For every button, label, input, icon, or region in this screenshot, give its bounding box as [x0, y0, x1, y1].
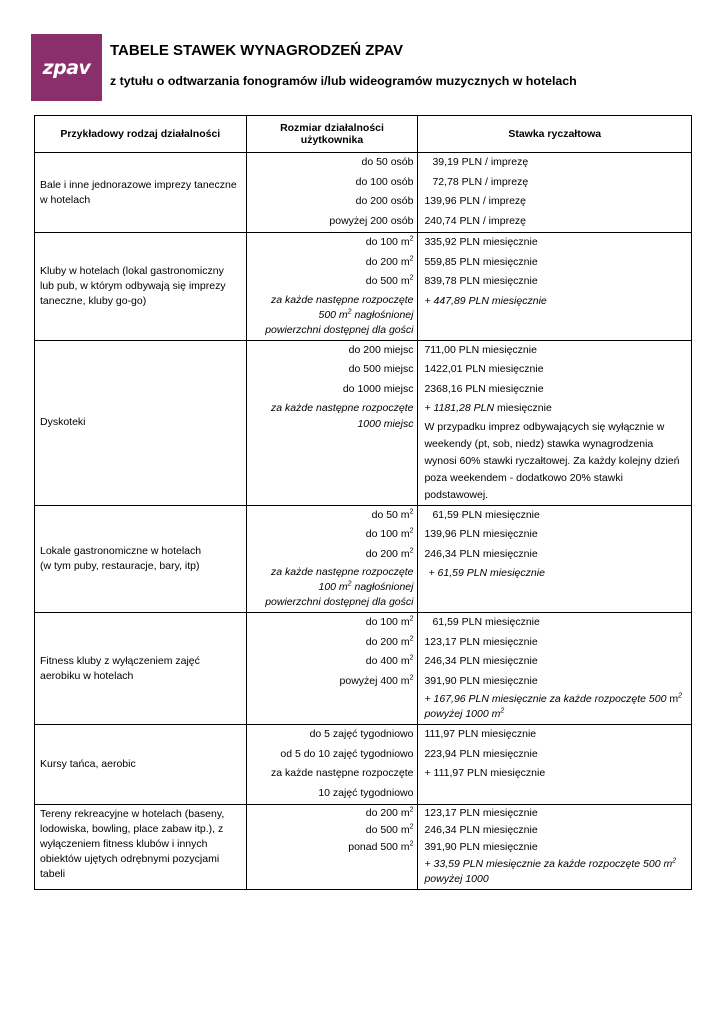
size-value: do 500 $m^2$: [365, 823, 414, 836]
rate-value: 72,78 PLN / imprezę: [432, 175, 529, 188]
activity-cell: Kluby w hotelach (lokal gastronomiczny lub pub, w którym odbywają się imprezy taneczne, kluby go-go): [35, 233, 247, 341]
size-value: do 200 $m^2$: [365, 635, 414, 648]
rate-value: 111,97 PLN miesięcznie: [424, 728, 537, 740]
rate-cell: [418, 340, 692, 505]
size-value: za każde następne rozpoczęte: [271, 767, 414, 779]
size-value: do 400 $m^2$: [365, 654, 414, 667]
weekend-note: W przypadku imprez odbywających się wyłącznie w weekendy (pt, sob, niedz) stawka wynagrodzenia wynosi 60% stawki ryczałtowej. Za każdy kolejny dzień poza weekendem - dodatkowo 20% stawki podstawowej.: [424, 420, 680, 501]
rate-value: 61,59 PLN miesięcznie: [432, 508, 540, 521]
size-value: do 200 $m^2$: [365, 255, 414, 268]
rate-value: + 447,89 PLN miesięcznie: [424, 294, 547, 307]
size-extra: za każde następne rozpoczęte 1000 miejsc: [271, 402, 414, 430]
rate-value: + 111,97 PLN miesięcznie: [424, 767, 546, 779]
rate-value: 711,00 PLN miesięcznie: [424, 343, 537, 356]
size-value: do 500 miejsc: [348, 363, 414, 375]
table-row: [35, 153, 692, 233]
activity-cell: Fitness kluby z wyłączeniem zajęć aerobiku w hotelach: [35, 613, 247, 725]
size-cell: [246, 153, 418, 233]
rate-cell: [418, 233, 692, 341]
size-value: do 100 $m^2$: [365, 615, 414, 628]
size-value: do 5 zajęć tygodniowo: [309, 728, 414, 740]
rate-value: + 1181,28 PLN miesięcznie: [424, 402, 552, 414]
activity-cell: Kursy tańca, aerobic: [35, 725, 247, 805]
rate-value: 559,85 PLN miesięcznie: [424, 255, 538, 268]
activity-cell: Lokale gastronomiczne w hotelach (w tym puby, restauracje, bary, itp): [35, 505, 247, 613]
header-activity: Przykładowy rodzaj działalności: [35, 116, 247, 153]
size-value: do 1000 miejsc: [342, 382, 414, 395]
rate-value: 240,74 PLN / imprezę: [424, 214, 527, 227]
header-size: [246, 116, 418, 153]
rate-value: 2368,16 PLN miesięcznie: [424, 382, 544, 395]
size-value: do 100 $m^2$: [365, 235, 414, 248]
size-cell: [246, 725, 418, 805]
rate-value: 391,90 PLN miesięcznie: [424, 841, 538, 853]
rate-value: + 61,59 PLN miesięcznie: [428, 567, 545, 579]
rate-value: 1422,01 PLN miesięcznie: [424, 363, 544, 375]
rate-extra: + 167,96 PLN miesięcznie za każde rozpoczęte 500 $m^2$ powyżej 1000 $m^2$: [424, 692, 682, 720]
size-value: do 200 osób: [355, 195, 414, 207]
activity-cell: Tereny rekreacyjne w hotelach (baseny, lodowiska, bowling, place zabaw itp.), z wyłączeniem fitness klubów i innych obiektów ujętych odrębnymi pozycjami tabeli: [35, 805, 247, 890]
rates-table: [34, 115, 692, 890]
size-value: ponad 500 $m^2$: [348, 840, 414, 853]
size-value: 10 zajęć tygodniowo: [318, 786, 414, 799]
page-title: TABELE STAWEK WYNAGRODZEŃ ZPAV: [110, 42, 404, 59]
size-value: do 50 osób: [361, 156, 414, 168]
header-size-line1: Rozmiar działalności: [280, 122, 384, 134]
table-row: [35, 505, 692, 613]
size-value: do 100 osób: [355, 175, 414, 188]
size-value: do 200 miejsc: [348, 343, 414, 356]
rate-value: 391,90 PLN miesięcznie: [424, 674, 538, 687]
rate-value: 246,34 PLN miesięcznie: [424, 824, 538, 836]
size-cell: [246, 233, 418, 341]
table-row: [35, 340, 692, 505]
zpav-logo: [31, 34, 102, 101]
size-value: do 200 $m^2$: [365, 806, 414, 819]
table-row: [35, 805, 692, 890]
rate-value: 223,94 PLN miesięcznie: [424, 747, 538, 760]
rate-value: 246,34 PLN miesięcznie: [424, 655, 538, 667]
rate-value: 123,17 PLN miesięcznie: [424, 807, 538, 819]
activity-cell: Bale i inne jednorazowe imprezy taneczne w hotelach: [35, 153, 247, 233]
size-cell: [246, 505, 418, 613]
size-value: powyżej 400 $m^2$: [339, 674, 414, 687]
rate-cell: [418, 725, 692, 805]
page-subtitle: z tytułu o odtwarzania fonogramów i/lub wideogramów muzycznych w hotelach: [110, 74, 577, 88]
size-value: do 500 $m^2$: [365, 274, 414, 287]
size-cell: [246, 613, 418, 725]
size-value: od 5 do 10 zajęć tygodniowo: [280, 747, 414, 760]
rate-extra: + 33,59 PLN miesięcznie za każde rozpoczęte 500 $m^2$ powyżej 1000: [424, 857, 677, 885]
table-row: [35, 233, 692, 341]
table-row: [35, 613, 692, 725]
rate-value: 39,19 PLN / imprezę: [432, 156, 529, 168]
activity-cell: Dyskoteki: [35, 340, 247, 505]
rate-value: 839,78 PLN miesięcznie: [424, 275, 538, 287]
size-extra: za każde następne rozpoczęte 500 $m^2$ nagłośnionej powierzchni dostępnej dla gości: [265, 293, 414, 336]
rate-cell: [418, 805, 692, 890]
rate-value: 139,96 PLN miesięcznie: [424, 528, 538, 540]
logo-text: zpav: [42, 56, 91, 79]
rate-value: 123,17 PLN miesięcznie: [424, 635, 538, 648]
table-header-row: [35, 116, 692, 153]
rate-value: 246,34 PLN miesięcznie: [424, 547, 538, 560]
rate-value: 61,59 PLN miesięcznie: [432, 616, 540, 628]
rate-cell: [418, 153, 692, 233]
size-value: do 200 $m^2$: [365, 547, 414, 560]
size-cell: [246, 805, 418, 890]
header-size-line2: użytkownika: [300, 134, 364, 146]
table-row: [35, 725, 692, 805]
size-extra: za każde następne rozpoczęte 100 $m^2$ nagłośnionej powierzchni dostępnej dla gości: [265, 566, 414, 608]
size-value: powyżej 200 osób: [329, 214, 414, 227]
rate-cell: [418, 613, 692, 725]
size-value: do 50 $m^2$: [371, 508, 414, 521]
size-value: do 100 $m^2$: [365, 527, 414, 540]
size-cell: [246, 340, 418, 505]
rate-value: 139,96 PLN / imprezę: [424, 195, 527, 207]
rate-cell: [418, 505, 692, 613]
rate-value: 335,92 PLN miesięcznie: [424, 236, 538, 248]
header-rate: Stawka ryczałtowa: [418, 116, 692, 153]
